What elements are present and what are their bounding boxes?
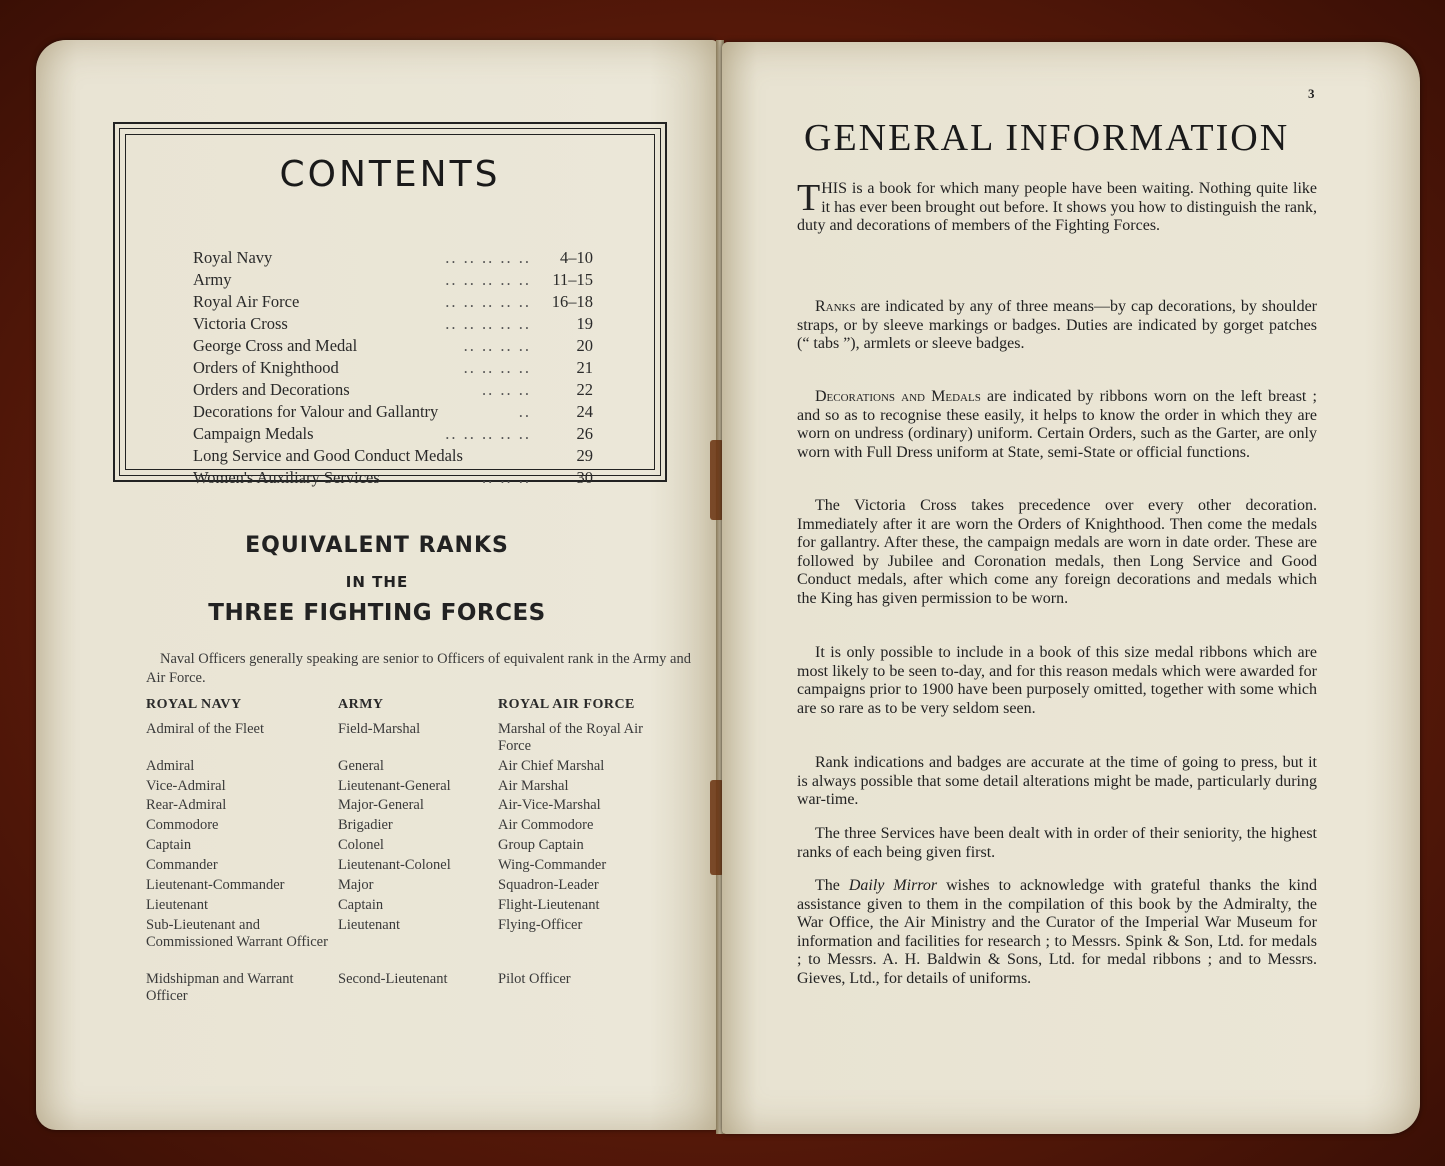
rank-raf: Squadron-Leader bbox=[498, 877, 599, 893]
contents-item-dots: .. .. .. .. .. bbox=[445, 292, 531, 311]
contents-item-dots: .. .. .. .. .. bbox=[445, 270, 531, 289]
rank-navy: Lieutenant bbox=[146, 897, 209, 913]
contents-item-page: 30 bbox=[576, 468, 593, 487]
rank-raf: Air-Vice-Marshal bbox=[498, 797, 601, 813]
paragraph-acknowledgements-text: wishes to acknowledge with grateful thanks the kind assistance given to them in the compilation of this book by the Admiralty, the War Office, the Air Ministry and the Curator of the Imperial War Museum for information and facilities for research ; to Messrs. Spink & Son, Ltd. for medals ; to Messrs. A. H. Baldwin & Sons, Ltd. for medal ribbons ; and to Messrs. Gieves, Ltd., for details of uniforms. bbox=[797, 877, 1317, 987]
contents-item-page: 21 bbox=[576, 358, 593, 377]
contents-box bbox=[113, 122, 667, 487]
rank-raf: Group Captain bbox=[498, 837, 584, 853]
rank-navy: Commodore bbox=[146, 817, 219, 833]
left-page bbox=[36, 40, 718, 1130]
rank-raf: Marshal of the Royal Air Force bbox=[498, 721, 643, 754]
rank-army: Field-Marshal bbox=[338, 721, 421, 737]
rank-army: Lieutenant bbox=[338, 917, 401, 933]
paragraph-seniority-text: The three Services have been dealt with in order of their seniority, the highest ranks of each being given first. bbox=[797, 825, 1317, 861]
paragraph-victoria-cross-text: The Victoria Cross takes precedence over every other decoration. Immediately after it are worn the Orders of Knighthood. Then come the medals for gallantry. After these, the campaign medals are worn in date order. These are followed by Jubilee and Coronation medals, then Long Service and Good Conduct medals, after which come any foreign decorations and medals which the King has given permission to be worn. bbox=[797, 497, 1317, 607]
rank-navy: Admiral bbox=[146, 758, 195, 774]
contents-item bbox=[193, 270, 593, 292]
rank-raf: Pilot Officer bbox=[498, 971, 571, 987]
contents-item-page: 11–15 bbox=[552, 270, 593, 289]
rank-raf: Wing-Commander bbox=[498, 857, 607, 873]
contents-item-label: Women's Auxiliary Services bbox=[193, 468, 380, 487]
contents-item-dots: .. .. .. .. .. bbox=[445, 424, 531, 443]
contents-item-label: Victoria Cross bbox=[193, 314, 288, 333]
rank-army: Second-Lieutenant bbox=[338, 971, 448, 987]
page-number: 3 bbox=[1308, 86, 1315, 101]
ack-pre: The bbox=[815, 877, 849, 894]
equivalent-ranks-intro: Naval Officers generally speaking are senior to Officers of equivalent rank in the Army and Air Force. bbox=[146, 651, 691, 686]
rank-navy: Admiral of the Fleet bbox=[146, 721, 264, 737]
paragraph-accuracy bbox=[797, 754, 1317, 810]
paragraph-victoria-cross bbox=[797, 497, 1317, 609]
rank-army: Colonel bbox=[338, 837, 384, 853]
paragraph-accuracy-text: Rank indications and badges are accurate at the time of going to press, but it is always possible that some detail alterations might be made, particularly during war-time. bbox=[797, 754, 1317, 809]
rank-raf: Air Marshal bbox=[498, 778, 569, 794]
paragraph-decorations-text: are indicated by ribbons worn on the left breast ; and so as to recognise these easily, it helps to know the order in which they are worn on undress (ordinary) uniform. Certain Orders, such as the Garter, are only worn with Full Dress uniform at State, semi-State or official functions. bbox=[797, 388, 1317, 461]
contents-item-page: 19 bbox=[576, 314, 593, 333]
contents-item bbox=[193, 336, 593, 358]
contents-item-page: 16–18 bbox=[551, 292, 593, 311]
contents-item bbox=[193, 358, 593, 380]
contents-item-label: Royal Air Force bbox=[193, 292, 300, 311]
rank-navy: Captain bbox=[146, 837, 192, 853]
rank-army: Major-General bbox=[338, 797, 424, 813]
contents-item-dots: .. .. .. bbox=[482, 380, 531, 399]
rank-navy: Vice-Admiral bbox=[146, 778, 226, 794]
contents-item-label: Campaign Medals bbox=[193, 424, 314, 443]
paragraph-scope-text: It is only possible to include in a book of this size medal ribbons which are most likely to be seen to-day, and for this reason medals which were awarded for campaigns prior to 1900 have been purposely omitted, together with some which are so rare as to be very seldom seen. bbox=[797, 644, 1317, 717]
contents-item-label: Royal Navy bbox=[193, 248, 273, 267]
rank-raf: Air Commodore bbox=[498, 817, 594, 833]
contents-item bbox=[193, 292, 593, 314]
ranks-lead: Ranks bbox=[815, 298, 856, 315]
daily-mirror-title: Daily Mirror bbox=[848, 877, 938, 894]
contents-item bbox=[193, 380, 593, 402]
contents-item-page: 29 bbox=[576, 446, 593, 465]
contents-item-dots: .. bbox=[518, 402, 531, 421]
header-royal-navy: ROYAL NAVY bbox=[146, 697, 242, 712]
equivalent-ranks-subtitle: IN THE bbox=[345, 573, 409, 591]
right-page bbox=[722, 42, 1420, 1134]
contents-item-dots: .. .. .. .. .. bbox=[445, 314, 531, 333]
contents-item-page: 22 bbox=[576, 380, 593, 399]
rank-army: Lieutenant-General bbox=[338, 778, 451, 794]
contents-item-label: Long Service and Good Conduct Medals bbox=[193, 446, 463, 465]
rank-navy: Rear-Admiral bbox=[146, 797, 227, 813]
paragraph-ranks bbox=[797, 298, 1317, 354]
paragraph-intro bbox=[797, 177, 1317, 236]
contents-title: CONTENTS bbox=[279, 154, 501, 195]
rank-raf: Flight-Lieutenant bbox=[498, 897, 600, 913]
contents-item-label: Orders and Decorations bbox=[193, 380, 350, 399]
header-royal-air-force: ROYAL AIR FORCE bbox=[498, 697, 635, 712]
contents-item-label: Army bbox=[193, 270, 232, 289]
contents-item-dots: .. .. .. .. .. bbox=[445, 248, 531, 267]
rank-army: Major bbox=[338, 877, 374, 893]
paragraph-seniority bbox=[797, 825, 1317, 862]
paragraph-scope bbox=[797, 644, 1317, 718]
rank-army: General bbox=[338, 758, 384, 774]
drop-cap: T bbox=[797, 177, 821, 219]
rank-navy: Midshipman and Warrant Officer bbox=[146, 971, 294, 1004]
rank-raf: Air Chief Marshal bbox=[498, 758, 605, 774]
contents-item bbox=[193, 424, 593, 446]
rank-army: Brigadier bbox=[338, 817, 393, 833]
paragraph-acknowledgements bbox=[797, 877, 1317, 989]
contents-item-label: George Cross and Medal bbox=[193, 336, 358, 355]
equivalent-ranks-title: EQUIVALENT RANKS bbox=[245, 533, 509, 558]
rank-navy: Sub-Lieutenant and Commissioned Warrant Officer bbox=[146, 917, 328, 950]
three-fighting-forces-title: THREE FIGHTING FORCES bbox=[208, 600, 546, 626]
contents-item bbox=[193, 446, 593, 468]
rank-army: Lieutenant-Colonel bbox=[338, 857, 451, 873]
contents-item-label: Decorations for Valour and Gallantry bbox=[193, 402, 439, 421]
contents-item-dots: .. .. .. bbox=[482, 468, 531, 487]
rank-navy: Commander bbox=[146, 857, 218, 873]
contents-item-page: 20 bbox=[576, 336, 593, 355]
contents-item-label: Orders of Knighthood bbox=[193, 358, 339, 377]
rank-army: Captain bbox=[338, 897, 384, 913]
header-army: ARMY bbox=[338, 697, 384, 712]
contents-item bbox=[193, 248, 593, 270]
contents-item-page: 26 bbox=[576, 424, 593, 443]
paragraph-intro-text: HIS is a book for which many people have been waiting. Nothing quite like it has ever been brought out before. It shows you how to distinguish the rank, duty and decorations of members of the Fighting Forces. bbox=[797, 180, 1317, 235]
decorations-lead: Decorations and Medals bbox=[815, 388, 981, 405]
contents-item bbox=[193, 402, 593, 424]
rank-navy: Lieutenant-Commander bbox=[146, 877, 285, 893]
contents-item-dots: .. .. .. .. bbox=[463, 336, 531, 355]
contents-item bbox=[193, 314, 593, 336]
contents-item-page: 4–10 bbox=[560, 248, 593, 267]
paragraph-decorations bbox=[797, 388, 1317, 462]
rank-raf: Flying-Officer bbox=[498, 917, 583, 933]
contents-item bbox=[193, 468, 593, 490]
general-information-title: GENERAL INFORMATION bbox=[804, 117, 1290, 159]
contents-item-page: 24 bbox=[576, 402, 593, 421]
contents-item-dots: .. .. .. .. bbox=[463, 358, 531, 377]
paragraph-ranks-text: are indicated by any of three means—by cap decorations, by shoulder straps, or by sleeve markings or badges. Duties are indicated by gorget patches (“ tabs ”), armlets or sleeve badges. bbox=[797, 298, 1317, 353]
